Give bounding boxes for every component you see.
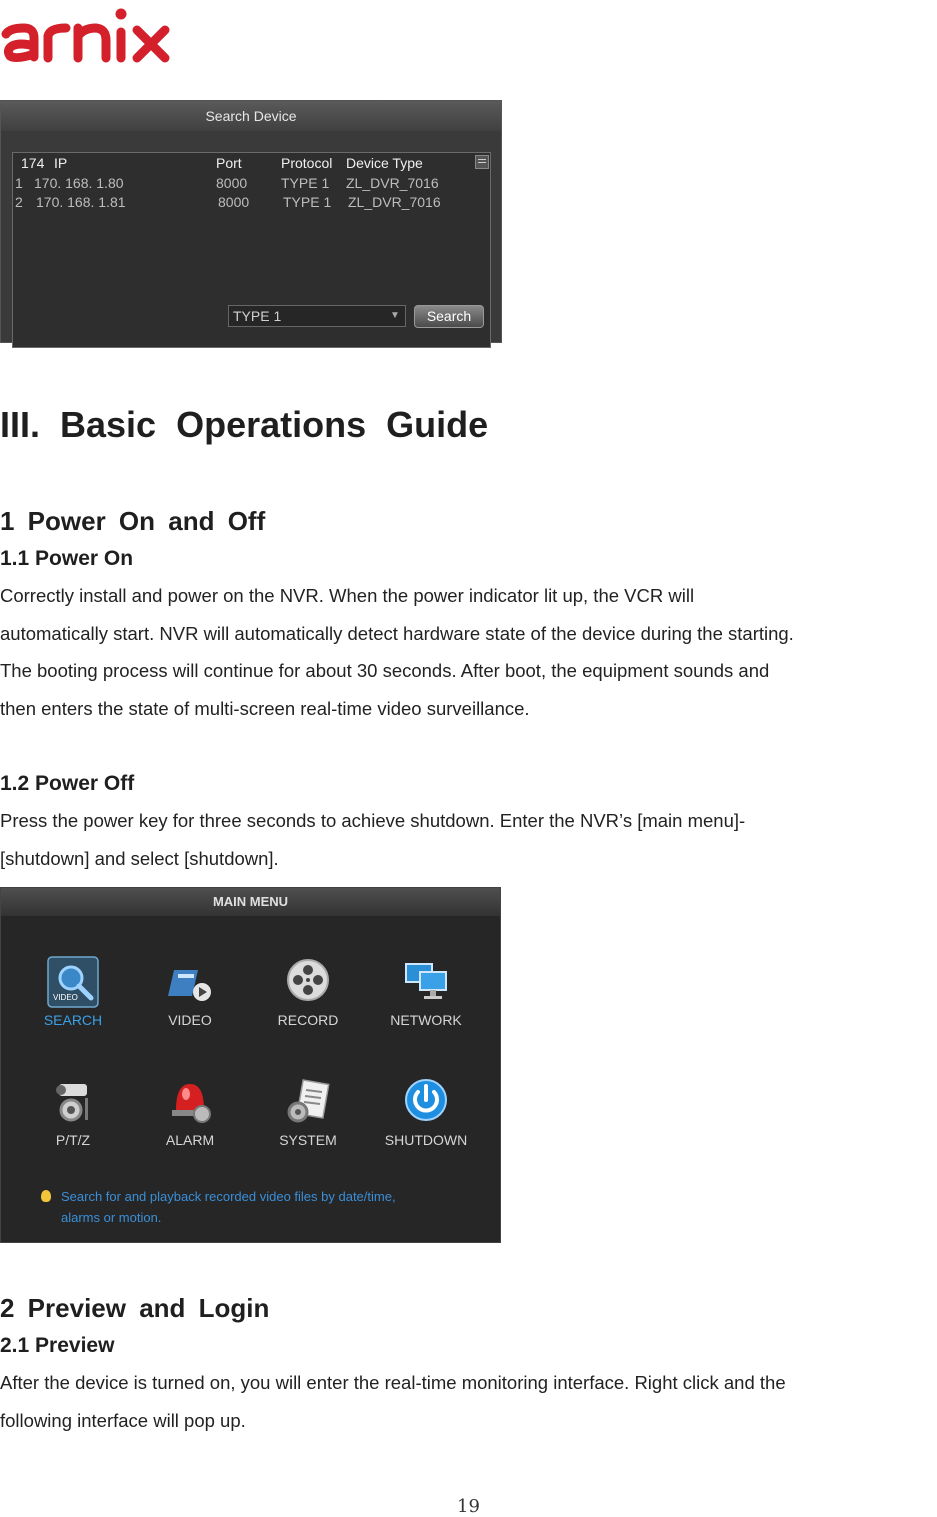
ptz-icon: [47, 1076, 99, 1128]
text-line: following interface will pop up.: [0, 1409, 246, 1431]
record-icon: [282, 956, 334, 1008]
text-line: automatically start. NVR will automatically detect hardware state of the device during the starting.: [0, 622, 794, 644]
text-line: Press the power key for three seconds to achieve shutdown. Enter the NVR’s [main menu]-: [0, 810, 746, 831]
section-title-preview-login: 2 Preview and Login: [0, 1293, 270, 1323]
row-port: 8000: [218, 194, 250, 210]
menu-item-label: NETWORK: [390, 1012, 462, 1028]
menu-item-label: SEARCH: [43, 1012, 103, 1028]
list-menu-icon[interactable]: [475, 155, 489, 169]
video-icon: [164, 956, 216, 1008]
tip-line: Search for and playback recorded video files by date/time,: [61, 1189, 396, 1204]
subsection-title-power-off: 1.2 Power Off: [0, 772, 135, 795]
menu-item-system[interactable]: [260, 1076, 356, 1176]
row-device-type: ZL_DVR_7016: [346, 175, 439, 191]
menu-item-label: SYSTEM: [279, 1132, 337, 1148]
power-off-paragraph: [0, 802, 937, 877]
row-protocol: TYPE 1: [281, 175, 330, 191]
text-line: Correctly install and power on the NVR. When the power indicator lit up, the VCR will: [0, 585, 695, 606]
page-number: 19: [457, 1496, 480, 1517]
lightbulb-icon: [41, 1190, 51, 1202]
menu-item-record[interactable]: [260, 956, 356, 1056]
menu-item-label: SHUTDOWN: [384, 1132, 468, 1148]
system-icon: [282, 1076, 334, 1128]
alarm-icon: [164, 1076, 216, 1128]
main-menu-title: MAIN MENU: [1, 888, 500, 916]
row-device-type: ZL_DVR_7016: [348, 194, 441, 210]
menu-item-label: ALARM: [165, 1132, 215, 1148]
row-protocol: TYPE 1: [283, 194, 332, 210]
menu-tip: [41, 1186, 481, 1228]
menu-item-label: P/T/Z: [55, 1132, 91, 1148]
menu-item-search[interactable]: [25, 956, 121, 1056]
search-icon: [47, 956, 99, 1008]
chevron-down-icon: ▼: [390, 310, 400, 321]
tip-line: alarms or motion.: [61, 1210, 162, 1225]
column-header-device-type[interactable]: Device Type: [346, 155, 423, 171]
subsection-title-preview: 2.1 Preview: [0, 1334, 115, 1357]
search-device-window: [0, 100, 502, 343]
protocol-type-select[interactable]: [228, 305, 406, 327]
text-line: [shutdown] and select [shutdown].: [0, 847, 279, 869]
network-icon: [400, 956, 452, 1008]
menu-item-label: VIDEO: [168, 1012, 212, 1028]
row-index: 2: [15, 194, 23, 210]
protocol-type-value: TYPE 1: [233, 308, 282, 324]
device-count: 174: [21, 155, 45, 171]
column-header-protocol[interactable]: Protocol: [281, 155, 333, 171]
main-menu-window: [0, 887, 501, 1243]
row-index: 1: [15, 175, 23, 191]
menu-item-label: RECORD: [277, 1012, 339, 1028]
menu-item-ptz[interactable]: [25, 1076, 121, 1176]
search-device-title: Search Device: [1, 101, 501, 131]
search-button[interactable]: Search: [414, 305, 484, 328]
shutdown-icon: [400, 1076, 452, 1128]
section-title-power: 1 Power On and Off: [0, 506, 266, 536]
row-ip: 170. 168. 1.81: [36, 194, 126, 210]
text-line: then enters the state of multi-screen real-time video surveillance.: [0, 697, 530, 719]
power-on-paragraph: [0, 577, 937, 727]
text-line: After the device is turned on, you will enter the real-time monitoring interface. Right click and the: [0, 1372, 786, 1393]
chapter-title: III. Basic Operations Guide: [0, 404, 489, 445]
menu-item-alarm[interactable]: [142, 1076, 238, 1176]
row-ip: 170. 168. 1.80: [34, 175, 124, 191]
arnix-logo: [0, 2, 175, 66]
svg-text:VIDEO: VIDEO: [53, 993, 78, 1002]
subsection-title-power-on: 1.1 Power On: [0, 547, 134, 570]
preview-paragraph: [0, 1364, 937, 1439]
menu-item-shutdown[interactable]: [378, 1076, 474, 1176]
text-line: The booting process will continue for about 30 seconds. After boot, the equipment sounds and: [0, 660, 770, 681]
row-port: 8000: [216, 175, 248, 191]
column-header-ip[interactable]: IP: [54, 155, 68, 171]
column-header-port[interactable]: Port: [216, 155, 242, 171]
menu-item-network[interactable]: [378, 956, 474, 1056]
menu-item-video[interactable]: [142, 956, 238, 1056]
